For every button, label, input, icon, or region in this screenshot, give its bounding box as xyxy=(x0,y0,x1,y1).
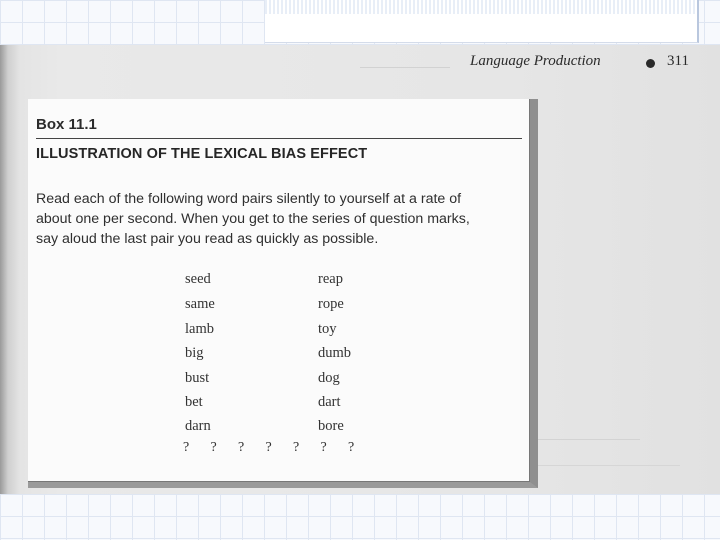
instruction-line: Read each of the following word pairs silently to yourself at a rate of xyxy=(36,191,462,207)
word-left: lamb xyxy=(185,321,214,337)
word-right: reap xyxy=(318,271,343,287)
word-left: seed xyxy=(185,271,211,287)
page-number: 311 xyxy=(667,53,689,69)
box-number: Box 11.1 xyxy=(36,116,97,133)
slide-bottom-grid xyxy=(0,494,720,540)
bleed-through-mark xyxy=(360,57,450,68)
instruction-line: say aloud the last pair you read as quickly as possible. xyxy=(36,231,379,247)
question-mark: ? xyxy=(348,440,355,455)
word-right: dog xyxy=(318,370,340,386)
word-right: toy xyxy=(318,321,337,337)
question-mark-row xyxy=(183,440,376,456)
word-right: bore xyxy=(318,418,344,434)
running-head: Language Production xyxy=(470,53,601,69)
bullet-dot xyxy=(646,59,655,68)
word-right: rope xyxy=(318,296,344,312)
question-mark: ? xyxy=(293,440,300,455)
question-mark: ? xyxy=(238,440,245,455)
slide-corner-decoration xyxy=(265,0,699,43)
question-mark: ? xyxy=(183,440,190,455)
word-left: big xyxy=(185,345,204,361)
box-title: ILLUSTRATION OF THE LEXICAL BIAS EFFECT xyxy=(36,146,368,162)
question-mark: ? xyxy=(320,440,327,455)
word-right: dart xyxy=(318,394,341,410)
word-left: darn xyxy=(185,418,211,434)
instruction-line: about one per second. When you get to the series of question marks, xyxy=(36,211,470,227)
box-divider xyxy=(36,138,522,139)
box-instructions xyxy=(36,189,516,249)
word-right: dumb xyxy=(318,345,352,361)
word-left: bust xyxy=(185,370,210,386)
question-mark: ? xyxy=(210,440,217,455)
word-left: bet xyxy=(185,394,203,410)
word-left: same xyxy=(185,296,215,312)
question-mark: ? xyxy=(265,440,272,455)
